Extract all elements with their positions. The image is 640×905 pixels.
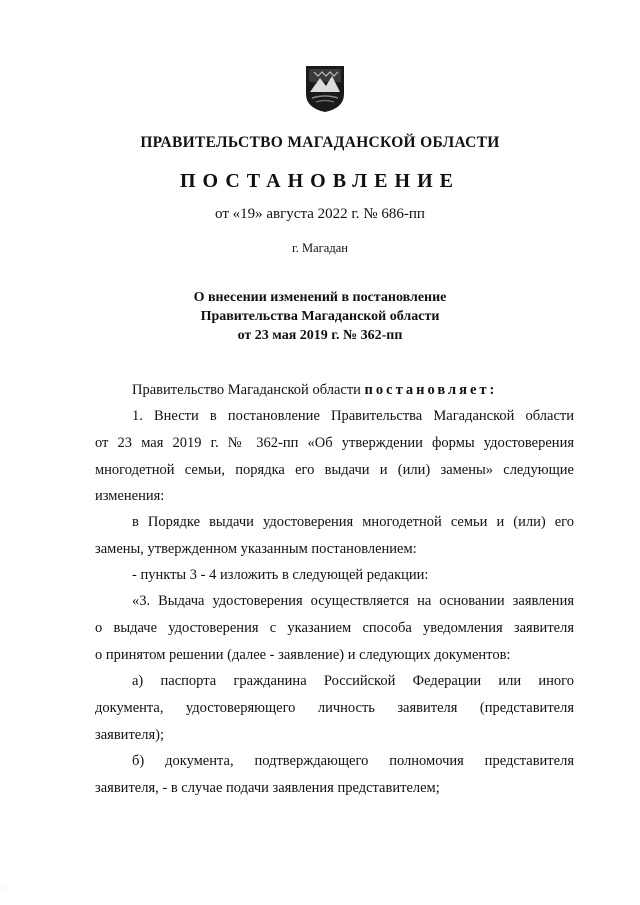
body-line: заявителя, - в случае подачи заявления представителем; [95,780,440,796]
intro-verb: постановляет: [364,382,498,398]
body-line: заявителя); [95,727,164,743]
title-line: от 23 мая 2019 г. № 362-пп [237,328,403,343]
intro-paragraph [132,382,497,399]
body-line: в Порядке выдачи удостоверения многодетной семьи и (или) его [132,514,574,530]
body-line: замены, утвержденном указанным постановлением: [95,541,417,557]
body-line: - пункты 3 - 4 изложить в следующей редакции: [132,567,429,583]
title-line: Правительства Магаданской области [200,309,440,324]
body-line: о выдаче удостоверения с указанием способа уведомления заявителя [95,620,574,636]
body-line: о принятом решении (далее - заявление) и следующих документов: [95,647,511,663]
body-line: изменения: [95,488,165,504]
document-type: ПОСТАНОВЛЕНИЕ [180,170,460,192]
body-line: многодетной семьи, порядка его выдачи и (или) замены» следующие [95,462,574,478]
document-city: г. Магадан [292,241,348,255]
scan-margin-mark: · [4,884,7,893]
body-line: «3. Выдача удостоверения осуществляется на основании заявления [132,593,574,609]
body-line: а) паспорта гражданина Российской Федерации или иного [132,673,574,689]
body-line: б) документа, подтверждающего полномочия представителя [132,753,574,769]
title-line: О внесении изменений в постановление [193,290,447,305]
document-date-number: от «19» августа 2022 г. № 686-пп [215,206,425,222]
body-line: документа, удостоверяющего личность заявителя (представителя [95,700,574,716]
document-title [0,288,640,345]
body-line: 1. Внести в постановление Правительства Магаданской области [132,408,574,424]
body-line: от 23 мая 2019 г. № 362-пп «Об утверждении формы удостоверения [95,435,574,451]
government-name: ПРАВИТЕЛЬСТВО МАГАДАНСКОЙ ОБЛАСТИ [140,134,500,151]
magadan-coat-of-arms-icon [304,64,346,114]
intro-prefix: Правительство Магаданской области [132,382,361,398]
